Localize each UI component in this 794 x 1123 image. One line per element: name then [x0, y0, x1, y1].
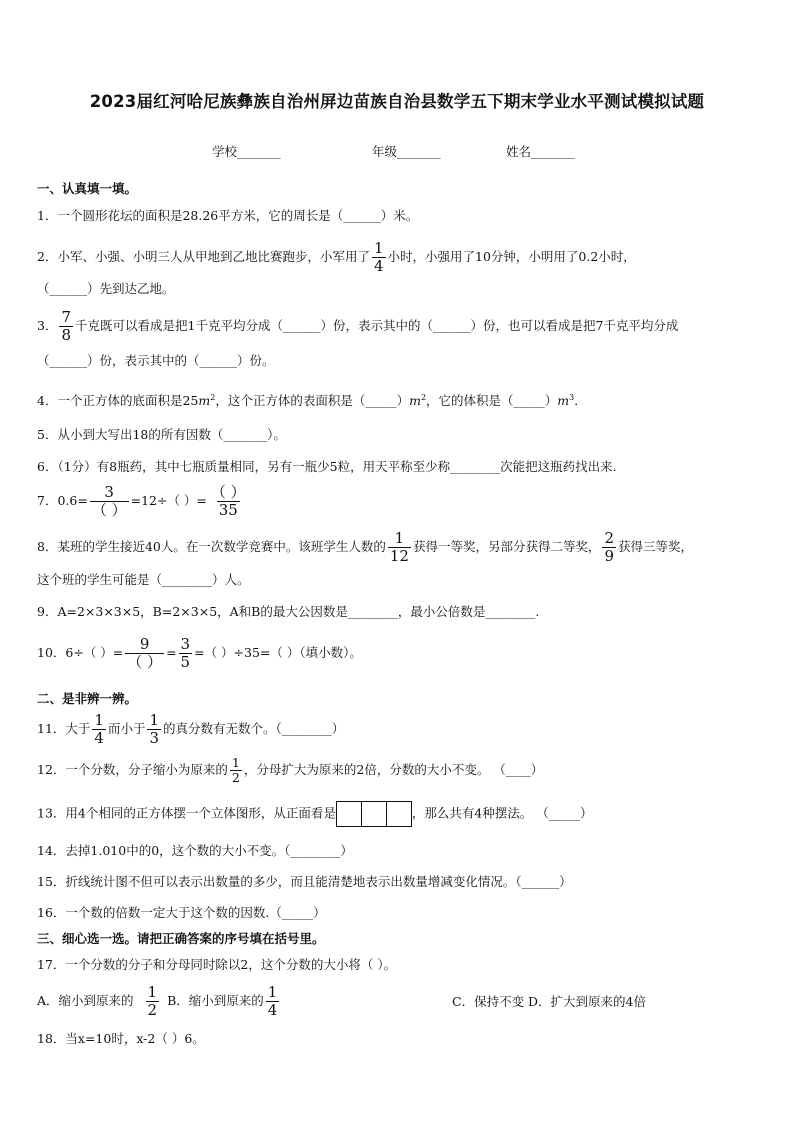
- grade-field[interactable]: 年级_______: [372, 144, 441, 159]
- question-2-line-2: （______）先到达乙地。: [37, 281, 175, 296]
- q4-unit-2: m: [409, 393, 421, 409]
- question-15: 15．折线统计图不但可以表示出数量的多少，而且能清楚地表示出数量增减变化情况。（______）: [37, 874, 572, 889]
- q7-fraction-1-num: 3: [104, 483, 114, 501]
- option-a-den: 2: [147, 1001, 158, 1019]
- option-b-text: B．缩小到原来的: [167, 993, 264, 1008]
- q10-text-c: =（ ）÷35=（ ）（填小数）。: [194, 645, 362, 660]
- front-view-three-squares: [336, 801, 412, 827]
- q2-text-b: 小时，小强用了10分钟，小明用了0.2小时，: [387, 249, 636, 264]
- question-16: 16．一个数的倍数一定大于这个数的因数.（_____）: [37, 905, 326, 920]
- q12-fraction: [230, 756, 242, 785]
- question-13: [37, 801, 593, 827]
- q10-fraction-2-den: 5: [180, 653, 191, 671]
- q8-fraction-1: [388, 530, 411, 565]
- q13-text-a: 13．用4个相同的正方体摆一个立体图形，从正面看是: [37, 805, 336, 821]
- option-a-text: A．缩小到原来的: [37, 993, 134, 1008]
- q4-unit-3: m: [557, 393, 570, 409]
- q10-fraction-1-den: （ ）: [127, 653, 163, 671]
- q12-fraction-den: 2: [231, 770, 240, 785]
- q4-exp-3: 3: [569, 393, 575, 402]
- q7-fraction-2-den: 35: [218, 501, 238, 519]
- q2-fraction-den: 4: [373, 257, 384, 275]
- q4-text-d: ．: [574, 393, 587, 409]
- q4-unit-1: m: [198, 393, 211, 409]
- q10-fraction-2: [179, 636, 193, 671]
- question-7: [37, 484, 250, 519]
- q7-fraction-1: [90, 484, 129, 519]
- q3-text-a: 3．: [37, 318, 58, 333]
- question-14: 14．去掉1.010中的0，这个数的大小不变。（________）: [37, 843, 353, 858]
- q4-exp-1: 2: [210, 393, 216, 402]
- q11-fraction-1: [92, 712, 106, 747]
- option-b-num: 1: [267, 983, 278, 1001]
- q10-fraction-2-num: 3: [180, 635, 191, 653]
- q8-fraction-2-num: 2: [604, 529, 615, 547]
- section-1-heading: 一、认真填一填。: [37, 181, 138, 196]
- q11-text-a: 11．大于: [37, 721, 91, 736]
- q2-fraction-num: 1: [373, 239, 384, 257]
- question-17-options: [37, 984, 281, 1019]
- q7-text-a: 7．0.6=: [37, 493, 88, 508]
- page-title: 2023届红河哈尼族彝族自治州屏边苗族自治县数学五下期末学业水平测试模拟试题: [89, 92, 705, 111]
- option-b-den: 4: [267, 1001, 278, 1019]
- q3-fraction-num: 7: [61, 308, 71, 326]
- q8-fraction-2: [602, 530, 616, 565]
- question-3: [37, 309, 678, 344]
- question-12: [37, 756, 543, 785]
- q8-fraction-1-num: 1: [394, 529, 405, 547]
- q7-fraction-2: [209, 484, 248, 519]
- question-11: [37, 712, 344, 747]
- question-10: [37, 636, 362, 671]
- q2-text-a: 2．小军、小强、小明三人从甲地到乙地比赛跑步，小军用了: [37, 249, 370, 264]
- q4-text-a: 4．一个正方体的底面积是25: [37, 393, 199, 409]
- q7-fraction-1-den: （ ）: [91, 501, 127, 519]
- question-4: [37, 389, 587, 410]
- q8-text-b: 获得一等奖，另部分获得二等奖，: [412, 539, 601, 554]
- q8-text-a: 8．某班的学生接近40人。在一次数学竞赛中。该班学生人数的: [37, 539, 386, 554]
- q12-text-a: 12．一个分数，分子缩小为原来的: [37, 762, 228, 777]
- q12-fraction-num: 1: [231, 755, 240, 770]
- school-field[interactable]: 学校_______: [212, 144, 281, 159]
- q8-fraction-2-den: 9: [604, 547, 615, 565]
- question-8-line-2: 这个班的学生可能是（________）人。: [37, 572, 250, 587]
- q4-text-c: ，它的体积是（_____）: [426, 393, 558, 409]
- q4-text-b: ，这个正方体的表面积是（_____）: [215, 393, 410, 409]
- option-c-d-text: C．保持不变 D．扩大到原来的4倍: [452, 994, 647, 1009]
- q13-text-b: ，那么共有4种摆法。 （_____）: [411, 805, 593, 821]
- q11-fraction-2-num: 1: [149, 711, 160, 729]
- name-field[interactable]: 姓名_______: [506, 144, 575, 159]
- question-5: 5．从小到大写出18的所有因数（_______）。: [37, 427, 286, 442]
- q11-fraction-1-den: 4: [94, 729, 104, 747]
- q10-text-b: =: [166, 645, 177, 660]
- q3-fraction: [59, 309, 73, 344]
- section-2-heading: 二、是非辨一辨。: [37, 691, 138, 706]
- question-8: [37, 530, 693, 565]
- q11-fraction-2: [147, 712, 161, 747]
- option-a-fraction: [146, 984, 160, 1019]
- q7-text-b: =12÷（ ）=: [130, 493, 207, 508]
- question-9: 9．A=2×3×3×5，B=2×3×5，A和B的最大公因数是________，最小公倍数是________.: [37, 604, 540, 619]
- q8-text-c: 获得三等奖，: [618, 539, 694, 554]
- q2-fraction: [372, 240, 386, 275]
- q8-fraction-1-den: 12: [389, 547, 409, 565]
- q11-text-c: 的真分数有无数个。（________）: [163, 721, 345, 736]
- q10-fraction-1-num: 9: [139, 635, 150, 653]
- q11-text-b: 而小于: [107, 721, 146, 736]
- question-1: 1．一个圆形花坛的面积是28.26平方米，它的周长是（______）米。: [37, 208, 419, 223]
- q12-text-b: ，分母扩大为原来的2倍，分数的大小不变。 （____）: [243, 762, 544, 777]
- question-18: 18．当x=10时，x-2（ ）6。: [37, 1031, 205, 1046]
- q3-fraction-den: 8: [61, 326, 71, 344]
- question-6: 6．（1分）有8瓶药，其中七瓶质量相同，另有一瓶少5粒，用天平称至少称________次能把这瓶药找出来.: [37, 459, 617, 474]
- q11-fraction-1-num: 1: [94, 711, 104, 729]
- section-3-heading: 三、细心选一选。请把正确答案的序号填在括号里。: [37, 931, 325, 946]
- question-3-line-2: （______）份，表示其中的（______）份。: [37, 353, 275, 368]
- option-b-fraction: [266, 984, 280, 1019]
- q7-fraction-2-num: （ ）: [210, 483, 246, 501]
- q4-exp-2: 2: [420, 393, 427, 402]
- q10-fraction-1: [125, 636, 164, 671]
- q10-text-a: 10．6÷（ ）=: [37, 645, 124, 660]
- option-a-num: 1: [147, 983, 158, 1001]
- q11-fraction-2-den: 3: [149, 729, 160, 747]
- q3-text-b: 千克既可以看成是把1千克平均分成（______）份，表示其中的（______）份，也可以看成是把7千克平均分成: [75, 318, 679, 333]
- question-2: [37, 240, 636, 275]
- question-17: 17．一个分数的分子和分母同时除以2，这个分数的大小将（ ）。: [37, 957, 397, 972]
